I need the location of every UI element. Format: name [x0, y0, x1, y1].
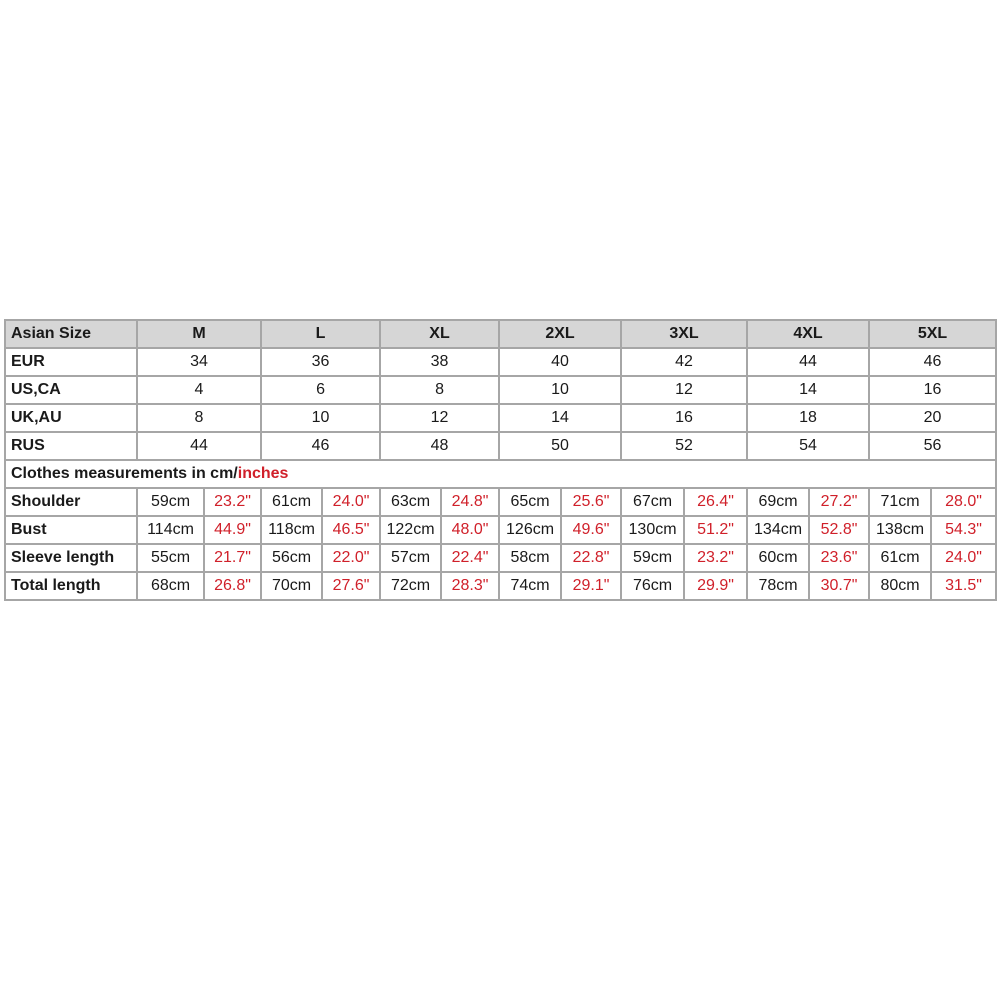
- cm-cell: 69cm: [747, 488, 809, 516]
- conversion-row-uk-au: [5, 404, 996, 432]
- inch-cell: 27.6": [322, 572, 380, 600]
- table-cell: 44: [747, 348, 869, 376]
- size-2xl: 2XL: [499, 320, 621, 348]
- table-cell: 10: [261, 404, 380, 432]
- table-cell: 38: [380, 348, 499, 376]
- size-4xl: 4XL: [747, 320, 869, 348]
- table-cell: 46: [261, 432, 380, 460]
- inch-cell: 46.5": [322, 516, 380, 544]
- inch-cell: 48.0": [441, 516, 499, 544]
- cm-cell: 80cm: [869, 572, 931, 600]
- cm-cell: 65cm: [499, 488, 561, 516]
- cm-cell: 114cm: [137, 516, 204, 544]
- measurement-row-shoulder: [5, 488, 996, 516]
- cm-cell: 61cm: [869, 544, 931, 572]
- cm-cell: 63cm: [380, 488, 441, 516]
- cm-cell: 68cm: [137, 572, 204, 600]
- inch-cell: 28.3": [441, 572, 499, 600]
- table-cell: 12: [621, 376, 747, 404]
- conversion-row-us-ca: [5, 376, 996, 404]
- cm-cell: 70cm: [261, 572, 322, 600]
- table-cell: 44: [137, 432, 261, 460]
- cm-cell: 76cm: [621, 572, 684, 600]
- cm-cell: 67cm: [621, 488, 684, 516]
- measurements-section-title: [5, 460, 996, 488]
- table-cell: 16: [869, 376, 996, 404]
- table-cell: 36: [261, 348, 380, 376]
- section-title-inches: inches: [237, 465, 289, 482]
- conversion-row-eur: [5, 348, 996, 376]
- cm-cell: 56cm: [261, 544, 322, 572]
- cm-cell: 78cm: [747, 572, 809, 600]
- table-cell: 46: [869, 348, 996, 376]
- table-cell: 8: [380, 376, 499, 404]
- inch-cell: 54.3": [931, 516, 996, 544]
- cm-cell: 72cm: [380, 572, 441, 600]
- row-label: EUR: [5, 348, 137, 376]
- cm-cell: 134cm: [747, 516, 809, 544]
- inch-cell: 22.0": [322, 544, 380, 572]
- row-label: US,CA: [5, 376, 137, 404]
- size-chart-table: [4, 319, 997, 601]
- inch-cell: 22.4": [441, 544, 499, 572]
- cm-cell: 59cm: [621, 544, 684, 572]
- row-label: Bust: [5, 516, 137, 544]
- table-cell: 34: [137, 348, 261, 376]
- measurement-row-sleeve-length: [5, 544, 996, 572]
- table-cell: 48: [380, 432, 499, 460]
- inch-cell: 31.5": [931, 572, 996, 600]
- table-cell: 12: [380, 404, 499, 432]
- inch-cell: 29.9": [684, 572, 747, 600]
- size-5xl: 5XL: [869, 320, 996, 348]
- conversion-row-rus: [5, 432, 996, 460]
- inch-cell: 24.0": [931, 544, 996, 572]
- table-cell: 40: [499, 348, 621, 376]
- cm-cell: 58cm: [499, 544, 561, 572]
- inch-cell: 22.8": [561, 544, 621, 572]
- table-cell: 54: [747, 432, 869, 460]
- inch-cell: 44.9": [204, 516, 261, 544]
- table-cell: 42: [621, 348, 747, 376]
- table-cell: 14: [499, 404, 621, 432]
- size-3xl: 3XL: [621, 320, 747, 348]
- table-cell: 6: [261, 376, 380, 404]
- table-cell: 52: [621, 432, 747, 460]
- inch-cell: 27.2": [809, 488, 869, 516]
- asian-size-label: Asian Size: [5, 320, 137, 348]
- cm-cell: 138cm: [869, 516, 931, 544]
- header-row: [5, 320, 996, 348]
- inch-cell: 23.2": [684, 544, 747, 572]
- inch-cell: 29.1": [561, 572, 621, 600]
- inch-cell: 30.7": [809, 572, 869, 600]
- inch-cell: 52.8": [809, 516, 869, 544]
- inch-cell: 26.8": [204, 572, 261, 600]
- inch-cell: 23.2": [204, 488, 261, 516]
- inch-cell: 24.8": [441, 488, 499, 516]
- inch-cell: 51.2": [684, 516, 747, 544]
- measurement-row-bust: [5, 516, 996, 544]
- table-cell: 8: [137, 404, 261, 432]
- row-label: Sleeve length: [5, 544, 137, 572]
- row-label: Shoulder: [5, 488, 137, 516]
- inch-cell: 21.7": [204, 544, 261, 572]
- section-title-row: [5, 460, 996, 488]
- inch-cell: 24.0": [322, 488, 380, 516]
- cm-cell: 126cm: [499, 516, 561, 544]
- size-m: M: [137, 320, 261, 348]
- table-cell: 10: [499, 376, 621, 404]
- section-title-prefix: Clothes measurements in cm/: [11, 465, 238, 482]
- cm-cell: 122cm: [380, 516, 441, 544]
- inch-cell: 49.6": [561, 516, 621, 544]
- table-cell: 14: [747, 376, 869, 404]
- inch-cell: 25.6": [561, 488, 621, 516]
- row-label: UK,AU: [5, 404, 137, 432]
- cm-cell: 59cm: [137, 488, 204, 516]
- row-label: RUS: [5, 432, 137, 460]
- table-cell: 16: [621, 404, 747, 432]
- row-label: Total length: [5, 572, 137, 600]
- cm-cell: 55cm: [137, 544, 204, 572]
- cm-cell: 61cm: [261, 488, 322, 516]
- inch-cell: 26.4": [684, 488, 747, 516]
- cm-cell: 71cm: [869, 488, 931, 516]
- inch-cell: 23.6": [809, 544, 869, 572]
- cm-cell: 118cm: [261, 516, 322, 544]
- measurement-row-total-length: [5, 572, 996, 600]
- table-cell: 56: [869, 432, 996, 460]
- table-cell: 50: [499, 432, 621, 460]
- cm-cell: 130cm: [621, 516, 684, 544]
- table-cell: 4: [137, 376, 261, 404]
- size-xl: XL: [380, 320, 499, 348]
- cm-cell: 57cm: [380, 544, 441, 572]
- table-cell: 18: [747, 404, 869, 432]
- inch-cell: 28.0": [931, 488, 996, 516]
- size-l: L: [261, 320, 380, 348]
- cm-cell: 60cm: [747, 544, 809, 572]
- cm-cell: 74cm: [499, 572, 561, 600]
- table-cell: 20: [869, 404, 996, 432]
